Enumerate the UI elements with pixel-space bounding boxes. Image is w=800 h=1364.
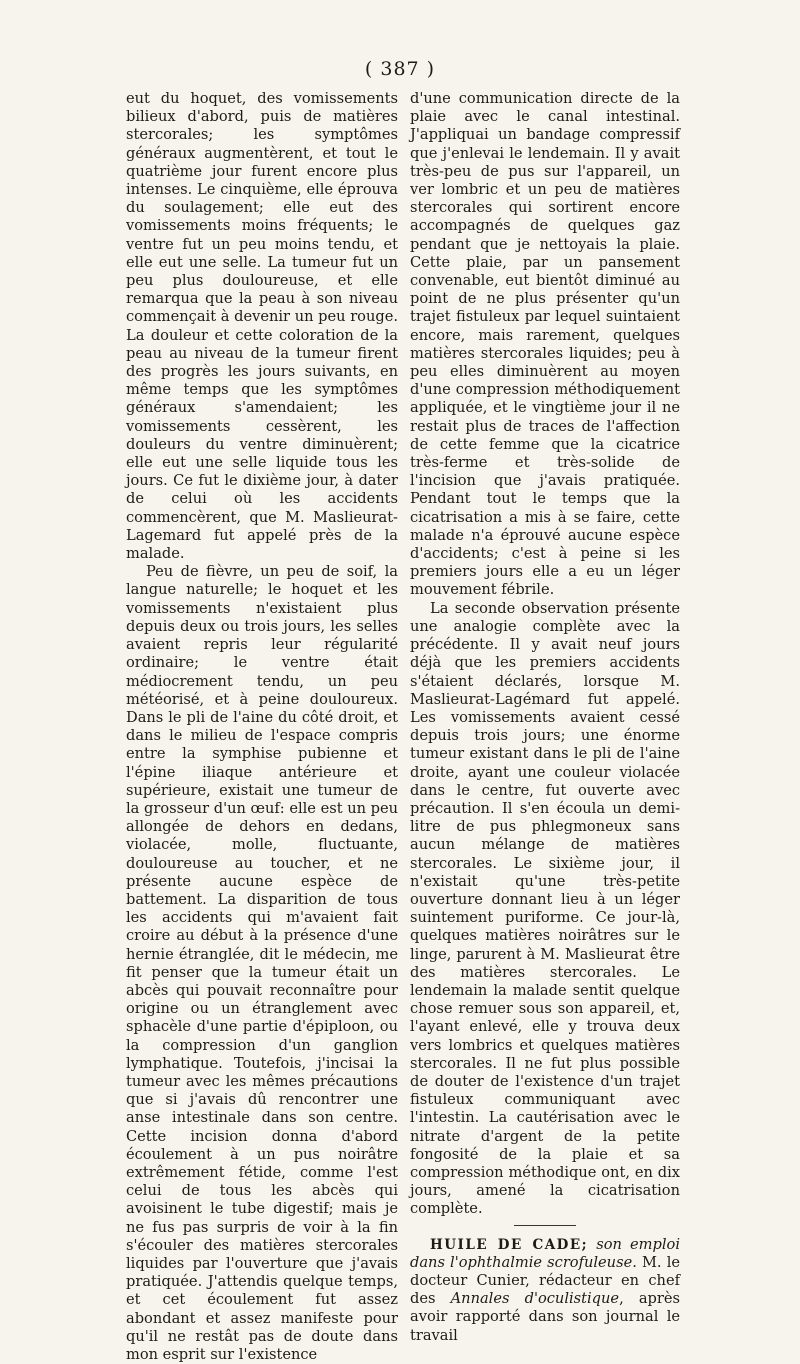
journal-title: Annales d'oculistique [450,1290,620,1308]
left-paragraph-2: Peu de fièvre, un peu de soif, la langue naturelle; le hoquet et les vomissements n'existaient plus depuis deux ou trois jours, les selles avaient repris leur régularité ordinaire; le ventre était médiocrement tendu, un peu météorisé, et à peine douloureux. Dans le pli de l'aine du côté droit, et dans le milieu de l'espace compris entre la symphise pubienne et l'épine iliaque antérieure et supérieure, existait une tumeur de la grosseur d'un œuf: elle est un peu allongée de dehors en dedans, violacée, molle, fluctuante, douloureuse au toucher, et ne présente aucune espèce de battement. La disparition de tous les accidents qui m'avaient fait croire au début à la présence d'une hernie étranglée, dit le médecin, me fit penser que la tumeur était un abcès qui pouvait reconnaître pour origine ou un étranglement avec sphacèle d'une partie d'épiploon, ou la compression d'un ganglion lymphatique. Toutefois, j'incisai la tumeur avec les mêmes précautions que si j'avais dû rencontrer une anse intestinale dans son centre. Cette incision donna d'abord écoulement à un pus noirâtre extrêmement fétide, comme l'est celui de tous les abcès qui avoisinent le tube digestif; mais je ne fus pas surpris de voir à la fin s'écouler des matières stercorales liquides par l'ouverture que j'avais pratiquée. J'attendis quelque temps, et cet écoulement fut assez abondant et assez manifeste pour qu'il ne restât pas de doute dans mon esprit sur l'existence [126,563,399,1364]
section-heading-title: HUILE DE CADE; [430,1236,589,1253]
section-divider [514,1225,576,1226]
right-column [410,90,680,1345]
left-paragraph-1: eut du hoquet, des vomissements bilieux d'abord, puis de matières stercorales; les symptômes généraux augmentèrent, et tout le quatrième jour furent encore plus intenses. Le cinquième, elle éprouva du soulagement; elle eut des vomissements moins fréquents; le ventre fut un peu moins tendu, et elle eut une selle. La tumeur fut un peu plus douloureuse, et elle remarqua que la peau à son niveau commençait à devenir un peu rouge. La douleur et cette coloration de la peau au niveau de la tumeur firent des progrès les jours suivants, en même temps que les symptômes généraux s'amendaient; les vomissements cessèrent, les douleurs du ventre diminuèrent; elle eut une selle liquide tous les jours. Ce fut le dixième jour, à dater de celui où les accidents commencèrent, que M. Maslieurat-Lagemard fut appelé près de la malade. [126,90,398,563]
page-number: ( 387 ) [364,58,436,80]
section-heading-paragraph [410,1236,680,1345]
left-column [126,90,398,1364]
right-paragraph-2: La seconde observation présente une analogie complète avec la précédente. Il y avait neuf jours déjà que les premiers accidents s'étaient déclarés, lorsque M. Maslieurat-Lagémard fut appelé. Les vomissements avaient cessé depuis trois jours; une énorme tumeur existant dans le pli de l'aine droite, ayant une couleur violacée dans le centre, fut ouverte avec précaution. Il s'en écoula un demi-litre de pus phlegmoneux sans aucun mélange de matières stercorales. Le sixième jour, il n'existait qu'une très-petite ouverture donnant lieu à un léger suintement puriforme. Ce jour-là, quelques matières noirâtres sur le linge, parurent à M. Maslieurat être des matières stercorales. Le lendemain la malade sentit quelque chose remuer sous son appareil, et, l'ayant enlevé, elle y trouva deux vers lombrics et quelques matières stercorales. Il ne fut plus possible de douter de l'existence d'un trajet fistuleux communiquant avec l'intestin. La cautérisation avec le nitrate d'argent de la petite fongosité de la plaie et sa compression méthodique ont, en dix jours, amené la cicatrisation complète. [410,599,680,1218]
section-text-end: , après avoir rapporté dans son journal le travail [410,1290,680,1344]
right-paragraph-1: d'une communication directe de la plaie avec le canal intestinal. J'appliquai un bandage compressif que j'enlevai le lendemain. Il y avait très-peu de pus sur l'appareil, un ver lombric et un peu de matières stercorales qui sortirent encore accompagnés de quelques gaz pendant que je nettoyais la plaie. Cette plaie, par un pansement convenable, eut bientôt diminué au point de ne plus présenter qu'un trajet fistuleux par lequel suintaient encore, mais rarement, quelques matières stercorales liquides; peu à peu elles diminuèrent au moyen d'une compression méthodiquement appliquée, et le vingtième jour il ne restait plus de traces de l'affection de cette femme que la cicatrice très-ferme et très-solide de l'incision que j'avais pratiquée. Pendant tout le temps que la cicatrisation a mis à se faire, cette malade n'a éprouvé aucune espèce d'accidents; c'est à peine si les premiers jours elle a eu un léger mouvement fébrile. [410,90,680,599]
section-heading-subtitle: son emploi dans l'ophthalmie scrofuleuse. [410,1235,680,1271]
section-text-start: M. le docteur Cunier, rédacteur en chef des [410,1253,680,1308]
